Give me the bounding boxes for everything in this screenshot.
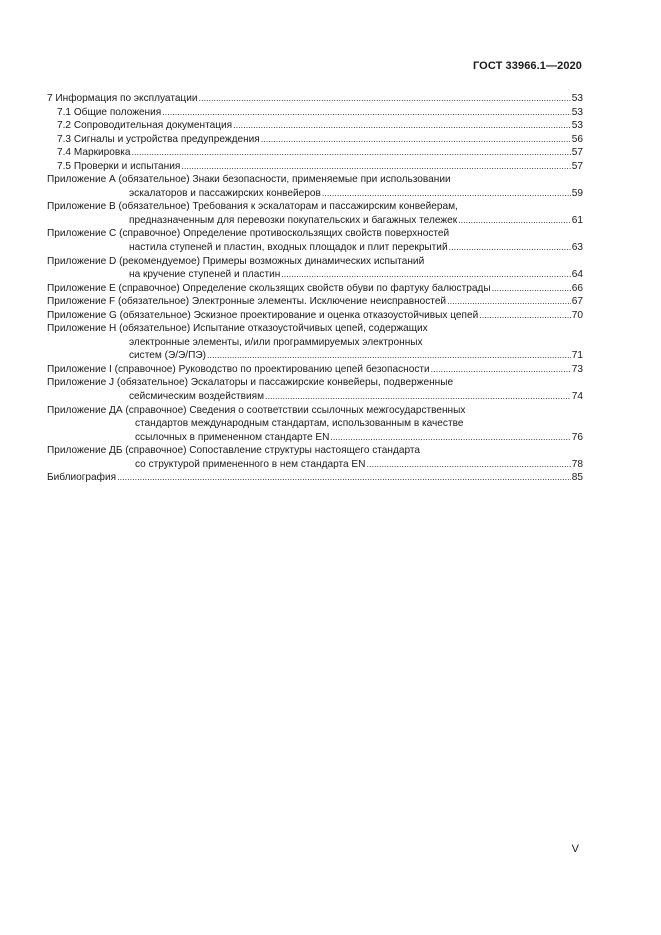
toc-page-number: 71 <box>571 350 583 362</box>
toc-entry[interactable] <box>47 106 583 120</box>
dot-leader <box>261 133 571 147</box>
toc-entry[interactable] <box>47 146 583 160</box>
toc-entry[interactable] <box>47 309 583 323</box>
toc-entry-title-continuation: эскалаторов и пассажирских конвейеров <box>129 187 321 199</box>
toc-page-number: 56 <box>571 133 583 145</box>
toc-entry[interactable] <box>47 160 583 174</box>
dot-leader <box>281 268 570 282</box>
toc-page-number: 73 <box>571 363 583 375</box>
dot-leader <box>207 349 571 363</box>
table-of-contents <box>47 92 583 485</box>
toc-entry-title: 7.3 Сигналы и устройства предупреждения <box>57 133 260 145</box>
toc-entry-title: Приложение ДБ (справочное) Сопоставление структуры настоящего стандарта <box>47 445 421 457</box>
toc-page-number: 61 <box>571 214 583 226</box>
toc-entry[interactable] <box>47 92 583 106</box>
toc-entry-title: Библиография <box>47 472 117 484</box>
toc-entry-title-continuation: предназначенным для перевозки покупательских и багажных тележек <box>129 214 458 226</box>
toc-page-number: 70 <box>571 309 583 321</box>
toc-page-number: 85 <box>571 472 583 484</box>
toc-page-number: 64 <box>571 269 583 281</box>
toc-page-number: 53 <box>571 106 583 118</box>
toc-entry-title: 7.1 Общие положения <box>57 106 162 118</box>
toc-entry[interactable] <box>47 322 583 363</box>
toc-entry-title: Приложение В (обязательное) Требования к эскалаторам и пассажирским конвейерам, <box>47 201 458 213</box>
toc-page-number: 59 <box>571 187 583 199</box>
toc-page-number: 57 <box>571 147 583 159</box>
toc-entry-title-continuation: со структурой примененного в нем стандарта EN <box>135 458 366 470</box>
toc-entry-title-continuation: стандартов международным стандартам, использованным в качестве <box>135 418 464 430</box>
dot-leader <box>265 390 571 404</box>
dot-leader <box>322 187 571 201</box>
toc-entry-title: Приложение J (обязательное) Эскалаторы и пассажирские конвейеры, подверженные <box>47 377 454 389</box>
dot-leader <box>458 214 571 228</box>
dot-leader <box>366 458 570 472</box>
toc-entry-title: Приложение I (справочное) Руководство по проектированию цепей безопасности <box>47 363 430 375</box>
dot-leader <box>162 106 571 120</box>
toc-entry-title: 7.2 Сопроводительная документация <box>57 120 233 132</box>
toc-entry[interactable] <box>47 282 583 296</box>
dot-leader <box>479 309 571 323</box>
toc-entry[interactable] <box>47 444 583 471</box>
dot-leader <box>447 295 571 309</box>
toc-page-number: 57 <box>571 160 583 172</box>
toc-entry-title: Приложение ДА (справочное) Сведения о соответствии ссылочных межгосударственных <box>47 404 466 416</box>
dot-leader <box>449 241 571 255</box>
page-number: V <box>571 843 579 855</box>
toc-page-number: 53 <box>571 120 583 132</box>
toc-page-number: 76 <box>571 431 583 443</box>
dot-leader <box>492 282 571 296</box>
dot-leader <box>199 92 571 106</box>
dot-leader <box>330 431 570 445</box>
toc-entry[interactable] <box>47 363 583 377</box>
toc-entry-title-continuation: систем (Э/Э/ПЭ) <box>129 350 206 362</box>
toc-entry[interactable] <box>47 471 583 485</box>
toc-entry-title: Приложение D (рекомендуемое) Примеры возможных динамических испытаний <box>47 255 425 267</box>
toc-entry-title-continuation: настила ступеней и пластин, входных площадок и плит перекрытий <box>129 242 448 254</box>
dot-leader <box>131 146 570 160</box>
toc-entry-title: 7.5 Проверки и испытания <box>57 160 181 172</box>
dot-leader <box>431 363 571 377</box>
toc-entry-title: Приложение А (обязательное) Знаки безопасности, применяемые при использовании <box>47 174 451 186</box>
toc-entry-title-continuation: ссылочных в примененном стандарте EN <box>135 431 330 443</box>
toc-entry-title-continuation: электронные элементы, и/или программируемых электронных <box>129 336 423 348</box>
document-id: ГОСТ 33966.1—2020 <box>472 60 582 72</box>
toc-entry-title: Приложение Н (обязательное) Испытание отказоустойчивых цепей, содержащих <box>47 323 428 335</box>
toc-entry-title-continuation: на кручение ступеней и пластин <box>129 269 281 281</box>
toc-entry[interactable] <box>47 200 583 227</box>
toc-page-number: 78 <box>571 458 583 470</box>
toc-entry[interactable] <box>47 227 583 254</box>
toc-entry[interactable] <box>47 119 583 133</box>
toc-page-number: 53 <box>571 93 583 104</box>
toc-entry-title: 7.4 Маркировка <box>57 147 131 159</box>
toc-entry[interactable] <box>47 173 583 200</box>
toc-entry-title: Приложение G (обязательное) Эскизное проектирование и оценка отказоустойчивых цепей <box>47 309 479 321</box>
toc-page-number: 67 <box>571 296 583 308</box>
toc-entry-title: Приложение С (справочное) Определение противоскользящих свойств поверхностей <box>47 228 450 240</box>
toc-entry[interactable] <box>47 295 583 309</box>
toc-entry-title-continuation: сейсмическим воздействиям <box>129 391 265 403</box>
toc-page-number: 63 <box>571 242 583 254</box>
toc-page-number: 74 <box>571 391 583 403</box>
toc-entry[interactable] <box>47 255 583 282</box>
toc-entry[interactable] <box>47 133 583 147</box>
dot-leader <box>233 119 571 133</box>
dot-leader <box>117 471 571 485</box>
toc-entry-title: Приложение Е (справочное) Определение скользящих свойств обуви по фартуку балюстрады <box>47 282 491 294</box>
toc-entry[interactable] <box>47 404 583 445</box>
toc-entry[interactable] <box>47 376 583 403</box>
toc-page-number: 66 <box>571 282 583 294</box>
toc-entry-title: 7 Информация по эксплуатации <box>47 93 198 104</box>
dot-leader <box>181 160 570 174</box>
toc-entry-title: Приложение F (обязательное) Электронные элементы. Исключение неисправностей <box>47 296 447 308</box>
